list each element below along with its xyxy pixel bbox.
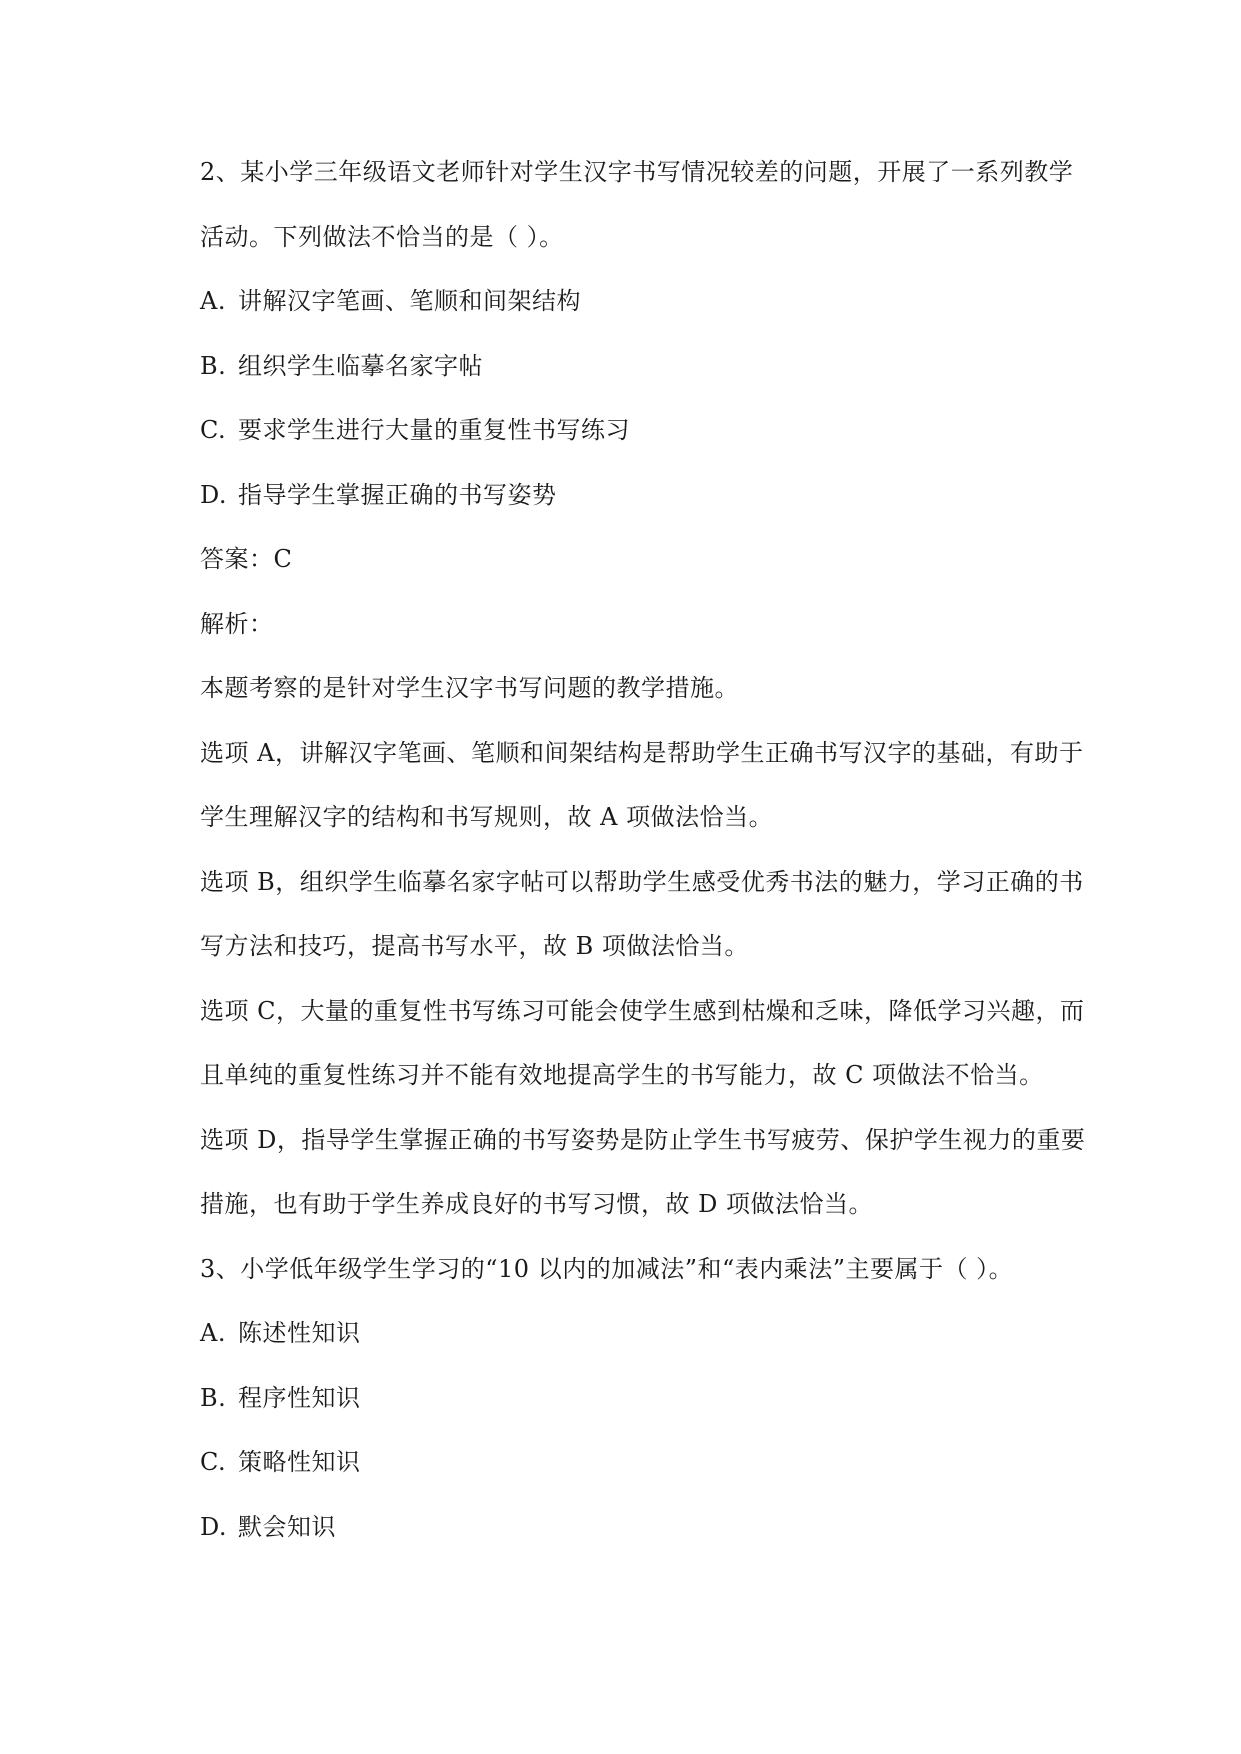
question-2-option-c [200,398,1090,463]
document-page [200,140,1090,1559]
option-text: 讲解汉字笔画、笔顺和间架结构 [238,287,581,315]
analysis-line: 选项 D，指导学生掌握正确的书写姿势是防止学生书写疲劳、保护学生视力的重要 [200,1125,1086,1154]
analysis-line: 选项 B，组织学生临摹名家字帖可以帮助学生感受优秀书法的魅力，学习正确的书 [200,867,1084,896]
question-2-option-d [200,463,1090,528]
question-2-answer: 答案：C [200,545,293,573]
question-3-stem-line-1: 3、小学低年级学生学习的“10 以内的加减法”和“表内乘法”主要属于（ ）。 [200,1254,1014,1283]
option-text: 陈述性知识 [238,1319,361,1347]
analysis-line: 措施，也有助于学生养成良好的书写习惯，故 D 项做法恰当。 [200,1190,873,1218]
question-3-option-c [200,1430,1090,1495]
question-2-stem-line-1: 2、某小学三年级语文老师针对学生汉字书写情况较差的问题，开展了一系列教学 [200,158,1074,186]
analysis-line: 且单纯的重复性练习并不能有效地提高学生的书写能力，故 C 项做法不恰当。 [200,1061,1044,1089]
question-2-option-a [200,269,1090,334]
question-3-option-b [200,1366,1090,1431]
analysis-line: 选项 A，讲解汉字笔画、笔顺和间架结构是帮助学生正确书写汉字的基础，有助于 [200,738,1084,767]
question-3-option-d [200,1495,1090,1560]
option-letter: A. [200,287,226,315]
question-2-option-b [200,334,1090,399]
analysis-line: 选项 C，大量的重复性书写练习可能会使学生感到枯燥和乏味，降低学习兴趣，而 [200,996,1085,1025]
question-3-option-a [200,1301,1090,1366]
option-text: 默会知识 [238,1512,336,1541]
option-letter: C. [200,416,227,444]
option-letter: B. [200,1383,227,1412]
option-letter: D. [200,1512,228,1541]
option-text: 策略性知识 [238,1448,361,1476]
option-text: 指导学生掌握正确的书写姿势 [238,480,557,509]
option-text: 组织学生临摹名家字帖 [238,351,483,380]
option-text: 要求学生进行大量的重复性书写练习 [238,416,630,444]
question-2-analysis-label: 解析： [200,609,274,638]
analysis-line: 学生理解汉字的结构和书写规则，故 A 项做法恰当。 [200,803,774,831]
analysis-line: 写方法和技巧，提高书写水平，故 B 项做法恰当。 [200,932,749,960]
option-letter: D. [200,480,228,509]
analysis-line: 本题考察的是针对学生汉字书写问题的教学措施。 [200,674,739,702]
option-letter: B. [200,351,227,380]
option-text: 程序性知识 [238,1383,361,1412]
question-2-stem-line-2: 活动。下列做法不恰当的是（ ）。 [200,222,564,251]
option-letter: C. [200,1448,227,1476]
option-letter: A. [200,1319,226,1347]
